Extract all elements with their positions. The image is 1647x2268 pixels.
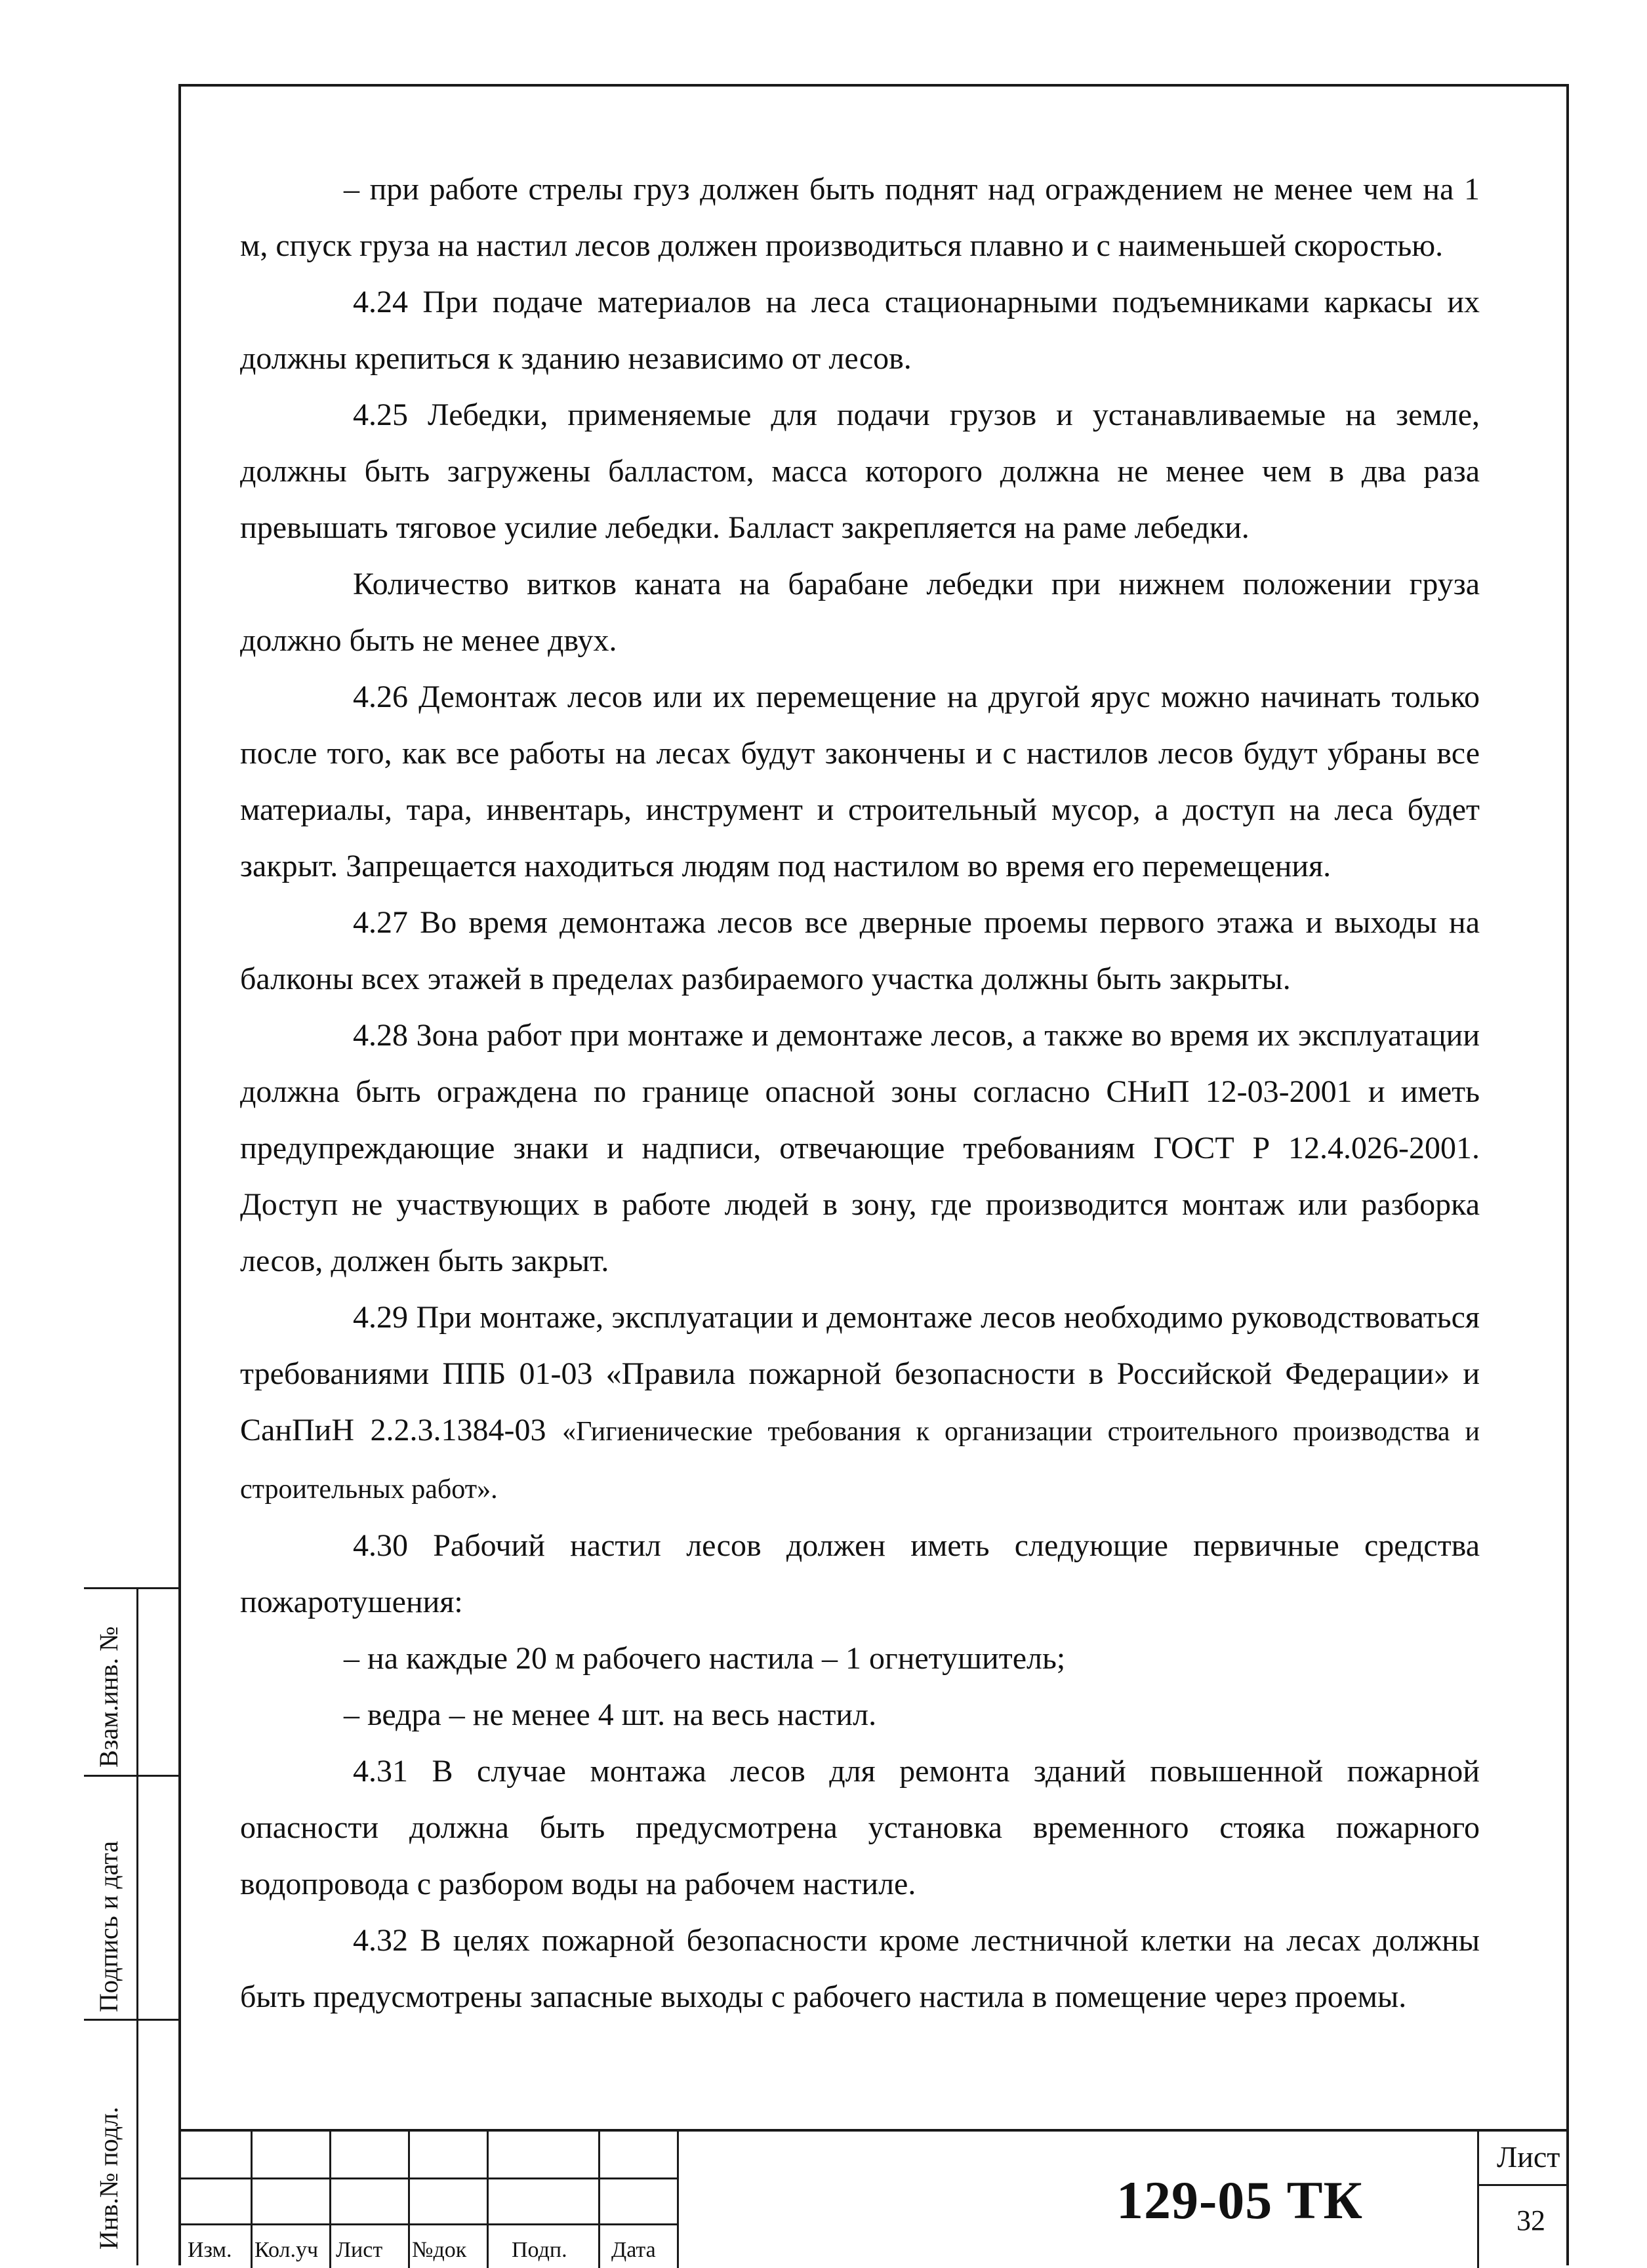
paragraph: 4.25 Лебедки, применяемые для подачи грузов и устанавливаемые на земле, должны быть загружены балластом, масса которого должна не менее чем в два раза превышать тяговое усилие лебедки. Балласт закрепляется на раме лебедки. — [240, 397, 1480, 545]
paragraph: Количество витков каната на барабане лебедки при нижнем положении груза должно быть не менее двух. — [240, 567, 1480, 658]
grid-line — [178, 2177, 677, 2179]
stamp-vzam-label: Взам.инв. № — [94, 1626, 123, 1768]
grid-line — [487, 2132, 489, 2268]
paragraph: 4.28 Зона работ при монтаже и демонтаже лесов, а также во время их эксплуатации должна быть ограждена по границе опасной зоны согласно СНиП 12-03-2001 и иметь предупреждающие знаки и надписи, отвечающие требованиям ГОСТ Р 12.4.026-2001. Доступ не участвующих в работе людей в зону, где производится монтаж или разборка лесов, должен быть закрыт. — [240, 1018, 1480, 1278]
stamp-inv-label: Инв.№ подл. — [94, 2107, 123, 2250]
header-data: Дата — [611, 2238, 656, 2262]
document-code: 129-05 ТК — [1116, 2170, 1363, 2230]
paragraph: – при работе стрелы груз должен быть поднят над ограждением не менее чем на 1 м, спуск груза на настил лесов должен производиться плавно и с наименьшей скоростью. — [240, 172, 1480, 263]
paragraph — [240, 1289, 1480, 1518]
list-item: – на каждые 20 м рабочего настила – 1 огнетушитель; — [344, 1641, 1066, 1676]
grid-line — [408, 2132, 410, 2268]
header-list: Лист — [336, 2238, 383, 2262]
document-body — [240, 161, 1480, 2025]
paragraph-main: 4.29 При монтаже, эксплуатации и демонтаже лесов необходимо руководствоваться требованиями ППБ 01-03 «Правила пожарной безопасности в Российской Федерации» и СанПиН 2.2.3.1384-03 — [240, 1300, 1480, 1448]
sheet-label: Лист — [1497, 2140, 1560, 2174]
grid-line — [598, 2132, 600, 2268]
grid-line — [1477, 2132, 1479, 2268]
header-podp: Подп. — [512, 2238, 567, 2262]
side-stamp-line — [84, 1775, 178, 1777]
paragraph: 4.32 В целях пожарной безопасности кроме лестничной клетки на лесах должны быть предусмотрены запасные выходы с рабочего настила в помещение через проемы. — [240, 1923, 1480, 2014]
side-stamp-line — [84, 1587, 178, 1589]
grid-line — [329, 2132, 331, 2268]
grid-line — [1477, 2184, 1569, 2186]
paragraph-small-text: «Гигиенические требования к организации строительного производства и строительных работ». — [240, 1417, 1480, 1505]
side-stamp-line — [84, 2019, 178, 2021]
header-ndok: №док — [412, 2238, 467, 2262]
paragraph: 4.27 Во время демонтажа лесов все дверные проемы первого этажа и выходы на балконы всех этажей в пределах разбираемого участка должны быть закрыты. — [240, 905, 1480, 996]
paragraph: 4.24 При подаче материалов на леса стационарными подъемниками каркасы их должны крепиться к зданию независимо от лесов. — [240, 285, 1480, 376]
stamp-signature-label: Подпись и дата — [94, 1840, 123, 2012]
list-item: – ведра – не менее 4 шт. на весь настил. — [344, 1697, 877, 1732]
header-kol-uch: Кол.уч — [254, 2238, 319, 2262]
side-stamp — [84, 1587, 178, 2265]
paragraph: 4.26 Демонтаж лесов или их перемещение на другой ярус можно начинать только после того, как все работы на лесах будут закончены и с настилов лесов будут убраны все материалы, тара, инвентарь, инструмент и строительный мусор, а доступ на леса будет закрыт. Запрещается находиться людям под настилом во время его перемещения. — [240, 679, 1480, 883]
header-izm: Изм. — [188, 2238, 232, 2262]
sheet-number: 32 — [1516, 2204, 1545, 2237]
title-block — [178, 2129, 1569, 2268]
paragraph: 4.30 Рабочий настил лесов должен иметь следующие первичные средства пожаротушения: — [240, 1528, 1480, 1619]
paragraph: 4.31 В случае монтажа лесов для ремонта зданий повышенной пожарной опасности должна быть предусмотрена установка временного стояка пожарного водопровода с разбором воды на рабочем настиле. — [240, 1754, 1480, 1901]
grid-line — [178, 2223, 677, 2225]
grid-line — [677, 2132, 679, 2268]
grid-line — [251, 2132, 253, 2268]
